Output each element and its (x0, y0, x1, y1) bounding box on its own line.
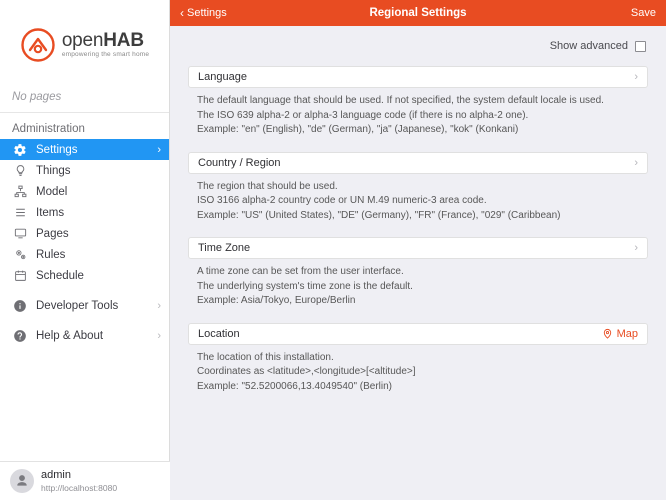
gear-icon (12, 142, 28, 158)
sidebar-item-schedule[interactable] (0, 265, 169, 286)
location-row[interactable] (188, 323, 648, 345)
setting-group-country-region (188, 152, 648, 224)
sidebar-item-things[interactable] (0, 160, 169, 181)
logo-text-bold: HAB (103, 30, 144, 52)
avatar (10, 469, 34, 493)
chevron-right-icon: › (157, 143, 161, 156)
top-navigation-bar (170, 0, 666, 26)
openhab-logo-icon (20, 27, 56, 63)
setting-group-language (188, 66, 648, 138)
language-description (188, 88, 648, 138)
sidebar-item-label: Model (36, 185, 68, 198)
calendar-icon (12, 268, 28, 284)
app-logo[interactable] (0, 0, 169, 82)
sidebar (0, 0, 170, 500)
chevron-right-icon: › (634, 156, 638, 169)
sidebar-item-items[interactable] (0, 202, 169, 223)
sidebar-item-label: Pages (36, 227, 69, 240)
time-zone-label: Time Zone (198, 242, 251, 254)
location-label: Location (198, 327, 240, 340)
description-line: The location of this installation. (197, 351, 334, 363)
sidebar-item-pages[interactable] (0, 223, 169, 244)
show-advanced-row[interactable] (188, 40, 648, 52)
administration-label: Administration (12, 123, 85, 135)
sidebar-item-rules[interactable] (0, 244, 169, 265)
settings-content (170, 26, 666, 500)
sidebar-item-model[interactable] (0, 181, 169, 202)
sidebar-item-label: Help & About (36, 329, 104, 342)
user-url: http://localhost:8080 (41, 482, 118, 493)
description-line: Example: Asia/Tokyo, Europe/Berlin (197, 295, 356, 306)
info-circle-icon (12, 298, 28, 314)
sidebar-item-label: Items (36, 206, 65, 219)
display-icon (12, 226, 28, 242)
chevron-right-icon: › (157, 299, 161, 312)
description-line: The ISO 639 alpha-2 or alpha-3 language code (if there is no alpha-2 one). (197, 109, 529, 121)
save-button[interactable]: Save (630, 7, 656, 19)
description-line: The default language that should be used. If not specified, the system default locale is used. (197, 95, 604, 106)
bulb-icon (12, 163, 28, 179)
description-line: Example: "52.5200066,13.4049540" (Berlin) (197, 380, 393, 392)
sidebar-item-help-about[interactable] (0, 325, 169, 346)
chevron-left-icon: ‹ (180, 6, 184, 20)
chevron-right-icon: › (634, 71, 638, 83)
sidebar-item-label: Things (36, 164, 71, 177)
show-advanced-checkbox[interactable] (635, 41, 646, 52)
description-line: The region that should be used. (197, 180, 338, 192)
back-button[interactable] (180, 7, 227, 19)
map-label: Map (616, 327, 638, 340)
page-title: Regional Settings (369, 7, 467, 19)
main-panel (170, 0, 666, 500)
map-button[interactable] (602, 328, 638, 340)
logo-text-light: open (61, 30, 104, 52)
sidebar-item-label: Developer Tools (36, 299, 119, 312)
list-icon (12, 205, 28, 221)
gears-icon (12, 247, 28, 263)
sidebar-item-label: Settings (36, 143, 78, 156)
time-zone-row[interactable] (188, 237, 648, 259)
logo-tagline: empowering the smart home (61, 51, 150, 59)
map-marker-icon (602, 328, 613, 339)
description-line: Example: "US" (United States), "DE" (Germany), "FR" (France), "029" (Caribbean) (197, 209, 561, 221)
country-region-label: Country / Region (198, 156, 281, 169)
country-region-description (188, 174, 648, 224)
description-line: Coordinates as <latitude>,<longitude>[<altitude>] (197, 366, 416, 377)
chevron-right-icon: › (157, 329, 161, 342)
description-line: ISO 3166 alpha-2 country code or UN M.49 numeric-3 area code. (197, 195, 487, 206)
sidebar-item-developer-tools[interactable] (0, 295, 169, 316)
user-account[interactable] (0, 461, 170, 500)
chevron-right-icon: › (634, 242, 638, 254)
user-name: admin (41, 469, 71, 482)
show-advanced-label: Show advanced (549, 40, 628, 52)
sitemap-icon (12, 184, 28, 200)
setting-group-time-zone (188, 237, 648, 309)
country-region-row[interactable] (188, 152, 648, 174)
setting-group-location (188, 323, 648, 395)
sidebar-item-settings[interactable] (0, 139, 169, 160)
description-line: Example: "en" (English), "de" (German), "ja" (Japanese), "kok" (Konkani) (197, 124, 519, 135)
language-label: Language (198, 71, 247, 83)
description-line: A time zone can be set from the user interface. (197, 266, 404, 277)
description-line: The underlying system's time zone is the default. (197, 280, 413, 292)
location-description (188, 345, 648, 395)
sidebar-item-label: Rules (36, 248, 66, 261)
back-button-label: Settings (187, 7, 227, 19)
no-pages-label: No pages (0, 82, 169, 113)
question-circle-icon (12, 328, 28, 344)
time-zone-description (188, 259, 648, 309)
sidebar-item-label: Schedule (36, 269, 84, 282)
language-row[interactable] (188, 66, 648, 88)
